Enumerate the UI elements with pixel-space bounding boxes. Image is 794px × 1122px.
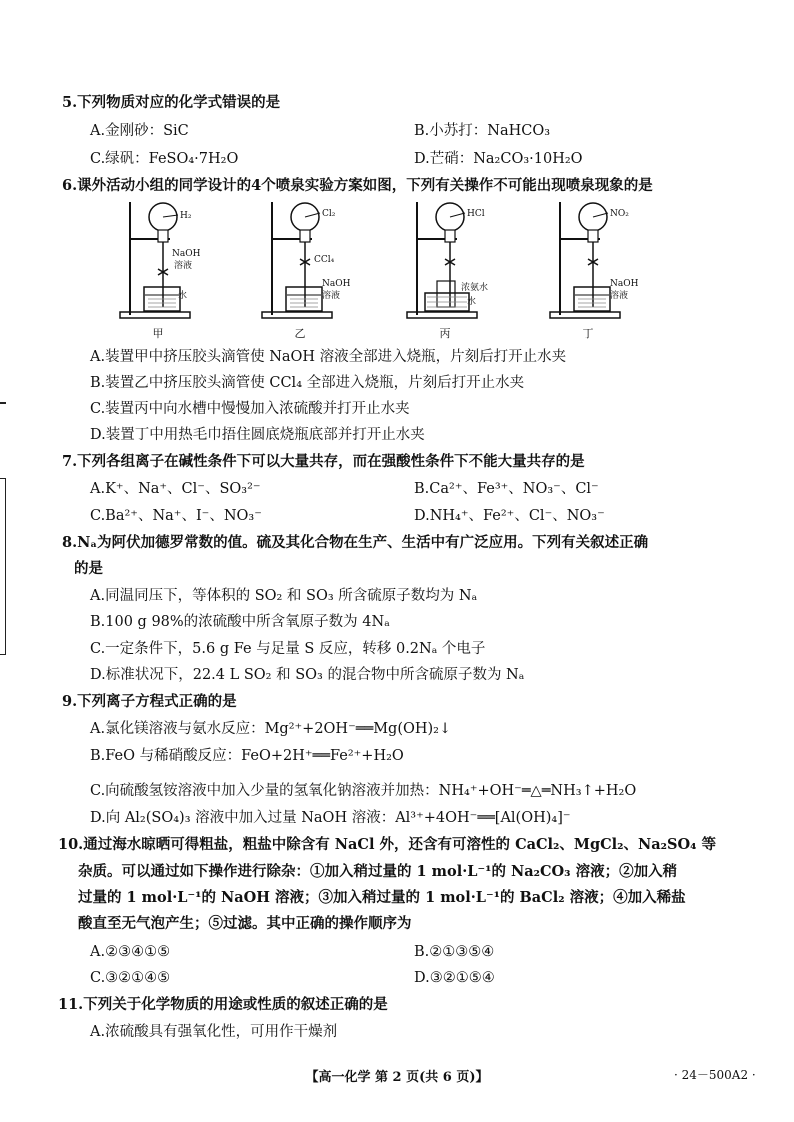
apparatus-ding-trough2: 溶液 <box>610 291 629 301</box>
q10-option-b: B.②①③⑤④ <box>414 944 495 960</box>
q9-option-d: D.向 Al₂(SO₄)₃ 溶液中加入过量 NaOH 溶液：Al³⁺+4OH⁻══[Al(OH)₄]⁻ <box>90 810 571 826</box>
apparatus-yi-trough2: 溶液 <box>322 291 341 301</box>
q5-option-a: A.金刚砂：SiC <box>90 123 189 139</box>
apparatus-jia-dropper: NaOH <box>172 249 201 259</box>
apparatus-jia <box>118 197 248 342</box>
q10-option-c: C.③②①④⑤ <box>90 970 171 986</box>
apparatus-yi-gas: Cl₂ <box>322 209 336 219</box>
apparatus-yi-caption: 乙 <box>294 327 306 340</box>
q8-option-b: B.100 g 98%的浓硫酸中所含氧原子数为 4Nₐ <box>90 614 390 630</box>
apparatus-ding-caption: 丁 <box>582 327 594 340</box>
question-10-stem-3: 过量的 1 mol·L⁻¹的 NaOH 溶液；③加入稍过量的 1 mol·L⁻¹的 BaCl₂ 溶液；④加入稀盐 <box>78 889 686 906</box>
apparatus-bing-trough: 浓氨水 <box>461 283 489 293</box>
q9-option-b: B.FeO 与稀硝酸反应：FeO+2H⁺══Fe²⁺+H₂O <box>90 748 404 764</box>
apparatus-ding <box>548 197 678 342</box>
q6-option-d: D.装置丁中用热毛巾捂住圆底烧瓶底部并打开止水夹 <box>90 427 425 443</box>
q7-option-c: C.Ba²⁺、Na⁺、I⁻、NO₃⁻ <box>90 508 262 524</box>
question-11-stem: 11.下列关于化学物质的用途或性质的叙述正确的是 <box>58 996 388 1013</box>
question-8-stem: 8.Nₐ为阿伏加德罗常数的值。硫及其化合物在生产、生活中有广泛应用。下列有关叙述正确 <box>62 534 649 551</box>
binding-box <box>0 478 6 655</box>
q10-option-d: D.③②①⑤④ <box>414 970 495 986</box>
q6-option-a: A.装置甲中挤压胶头滴管使 NaOH 溶液全部进入烧瓶，片刻后打开止水夹 <box>90 349 567 365</box>
q5-option-d: D.芒硝：Na₂CO₃·10H₂O <box>414 151 583 167</box>
apparatus-jia-caption: 甲 <box>152 327 164 340</box>
apparatus-bing <box>405 197 535 342</box>
question-9-stem: 9.下列离子方程式正确的是 <box>62 693 237 710</box>
q11-option-a: A.浓硫酸具有强氧化性，可用作干燥剂 <box>90 1024 338 1040</box>
q9-option-a: A.氯化镁溶液与氨水反应：Mg²⁺+2OH⁻══Mg(OH)₂↓ <box>90 721 452 737</box>
question-10-stem-2: 杂质。可以通过如下操作进行除杂：①加入稍过量的 1 mol·L⁻¹的 Na₂CO₃ 溶液；②加入稍 <box>78 863 678 880</box>
apparatus-bing-trough2: 水 <box>467 297 477 307</box>
q6-option-c: C.装置丙中向水槽中慢慢加入浓硫酸并打开止水夹 <box>90 401 410 417</box>
q5-option-b: B.小苏打：NaHCO₃ <box>414 123 551 139</box>
q10-option-a: A.②③④①⑤ <box>90 944 171 960</box>
apparatus-ding-gas: NO₂ <box>610 209 629 219</box>
q8-option-d: D.标准状况下，22.4 L SO₂ 和 SO₃ 的混合物中所含硫原子数为 Nₐ <box>90 667 525 683</box>
binding-mark <box>0 402 6 404</box>
q5-option-c: C.绿矾：FeSO₄·7H₂O <box>90 151 239 167</box>
fountain-experiment-figure <box>118 197 658 342</box>
q7-option-a: A.K⁺、Na⁺、Cl⁻、SO₃²⁻ <box>90 481 261 497</box>
q7-option-d: D.NH₄⁺、Fe²⁺、Cl⁻、NO₃⁻ <box>414 508 605 524</box>
apparatus-yi <box>260 197 390 342</box>
q8-option-c: C.一定条件下，5.6 g Fe 与足量 S 反应，转移 0.2Nₐ 个电子 <box>90 641 486 657</box>
apparatus-bing-gas: HCl <box>467 209 485 219</box>
apparatus-yi-trough: NaOH <box>322 279 351 289</box>
paper-code: · 24－500A2 · <box>674 1068 756 1082</box>
question-5-stem: 5.下列物质对应的化学式错误的是 <box>62 94 281 111</box>
q8-option-a: A.同温同压下，等体积的 SO₂ 和 SO₃ 所含硫原子数均为 Nₐ <box>90 588 478 604</box>
q6-option-b: B.装置乙中挤压胶头滴管使 CCl₄ 全部进入烧瓶，片刻后打开止水夹 <box>90 375 525 391</box>
apparatus-yi-dropper: CCl₄ <box>314 255 335 265</box>
apparatus-jia-gas: H₂ <box>180 211 192 221</box>
apparatus-jia-trough: 水 <box>178 291 188 301</box>
question-6-stem: 6.课外活动小组的同学设计的4个喷泉实验方案如图，下列有关操作不可能出现喷泉现象的是 <box>62 177 653 194</box>
question-7-stem: 7.下列各组离子在碱性条件下可以大量共存，而在强酸性条件下不能大量共存的是 <box>62 453 585 470</box>
question-8-stem-cont: 的是 <box>74 560 103 577</box>
question-10-stem-4: 酸直至无气泡产生；⑤过滤。其中正确的操作顺序为 <box>78 915 412 932</box>
apparatus-ding-trough: NaOH <box>610 279 639 289</box>
apparatus-jia-dropper2: 溶液 <box>174 261 193 271</box>
question-10-stem: 10.通过海水晾晒可得粗盐，粗盐中除含有 NaCl 外，还含有可溶性的 CaCl₂、MgCl₂、Na₂SO₄ 等 <box>58 836 716 853</box>
q7-option-b: B.Ca²⁺、Fe³⁺、NO₃⁻、Cl⁻ <box>414 481 599 497</box>
apparatus-bing-caption: 丙 <box>439 327 451 340</box>
q9-option-c: C.向硫酸氢铵溶液中加入少量的氢氧化钠溶液并加热：NH₄⁺+OH⁻═△═NH₃↑+H₂O <box>90 783 637 799</box>
page-footer: 【高一化学 第 2 页(共 6 页)】 <box>305 1070 489 1085</box>
